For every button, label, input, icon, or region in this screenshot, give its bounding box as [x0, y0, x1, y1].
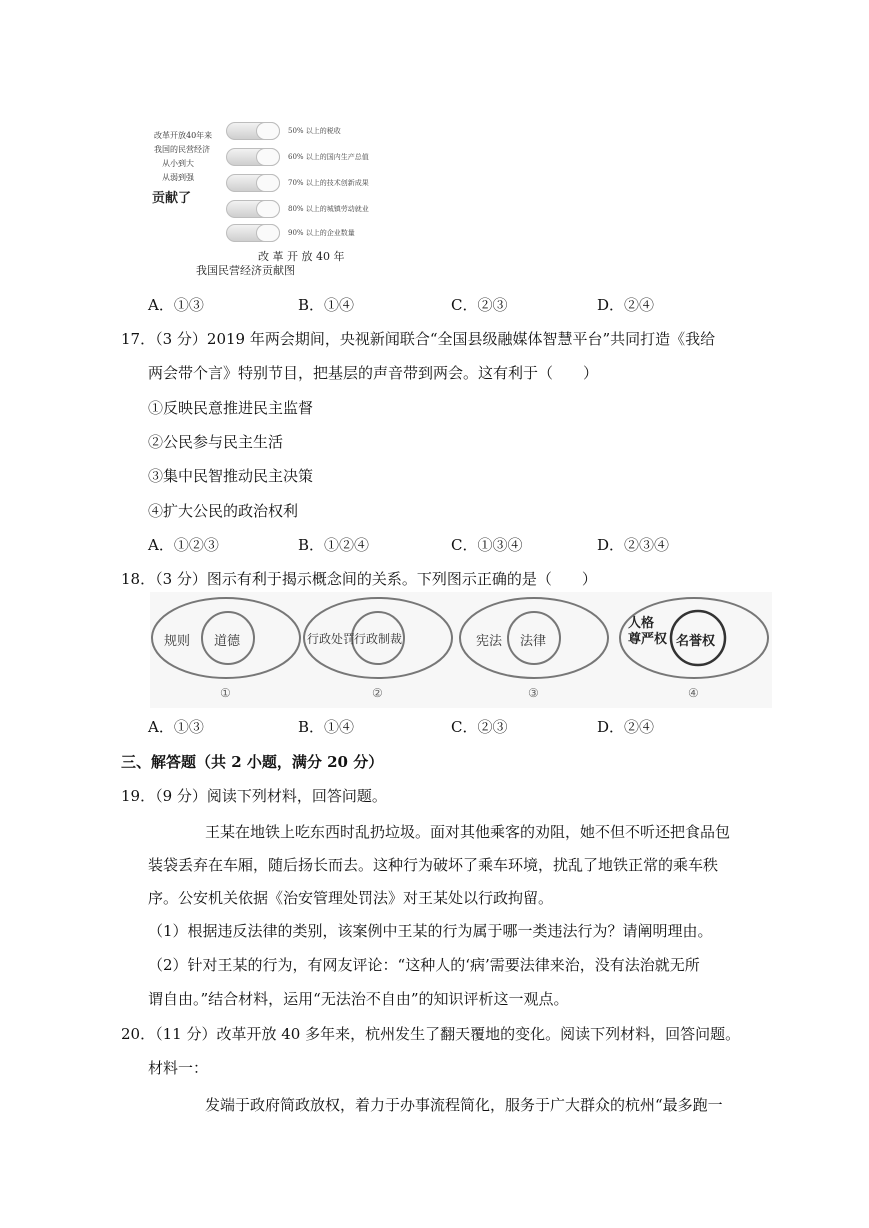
inner-label: 法律 — [520, 634, 547, 649]
option-a[interactable]: A．①②③ — [148, 536, 219, 554]
q16-figure — [148, 112, 418, 280]
stat-label: 80% 以上的城镇劳动就业 — [288, 205, 369, 213]
outer-label: 行政处罚 — [307, 632, 356, 646]
q19-material-line: 装袋丢弃在车厢，随后扬长而去。这种行为破坏了乘车环境，扰乱了地铁正常的乘车秩 — [148, 856, 719, 874]
stat-label: 90% 以上的企业数量 — [288, 229, 355, 237]
stat-bar — [226, 200, 280, 218]
option-c[interactable]: C．①③④ — [451, 536, 523, 554]
q17-stem-cont: 两会带个言》特别节目，把基层的声音带到两会。这有利于（ ） — [148, 364, 599, 382]
figure-left-emphasis: 贡献了 — [152, 191, 192, 206]
figure-left-line: 改革开放40年来 — [154, 131, 213, 140]
q17-item: ④扩大公民的政治权利 — [148, 502, 299, 520]
diagram-number: ④ — [688, 686, 699, 700]
q19-material-line: 序。公安机关依据《治安管理处罚法》对王某处以行政拘留。 — [148, 889, 554, 907]
figure-left-line: 从弱到强 — [162, 173, 194, 182]
option-b[interactable]: B．①④ — [298, 296, 355, 314]
q17-item: ①反映民意推进民主监督 — [148, 399, 314, 417]
diagram-number: ③ — [528, 686, 539, 700]
stat-label: 70% 以上的技术创新成果 — [288, 179, 369, 187]
q17-item: ②公民参与民主生活 — [148, 433, 284, 451]
option-a[interactable]: A．①③ — [148, 718, 204, 736]
option-b[interactable]: B．①④ — [298, 718, 355, 736]
figure-left-line: 从小到大 — [162, 159, 194, 168]
figure-caption: 改 革 开 放 40 年 — [258, 250, 345, 263]
q20-stem: 20．（11 分）改革开放 40 多年来，杭州发生了翻天覆地的变化。阅读下列材料，回答问题。 — [121, 1025, 741, 1043]
section-heading: 三、解答题（共 2 小题，满分 20 分） — [121, 753, 384, 771]
inner-label: 名誉权 — [676, 634, 716, 649]
outer-label: 人格 尊严权 — [628, 616, 668, 647]
option-a[interactable]: A．①③ — [148, 296, 204, 314]
q18-stem: 18．（3 分）图示有利于揭示概念间的关系。下列图示正确的是（ ） — [121, 570, 597, 588]
option-d[interactable]: D．②③④ — [597, 536, 670, 554]
q19-subquestion-2: （2）针对王某的行为，有网友评论：“这种人的‘病’需要法律来治，没有法治就无所 — [148, 956, 700, 974]
option-c[interactable]: C．②③ — [451, 718, 508, 736]
stat-bar — [226, 174, 280, 192]
figure-left-line: 我国的民营经济 — [154, 145, 210, 154]
q20-material-text: 发端于政府简政放权，着力于办事流程简化，服务于广大群众的杭州“最多跑一 — [205, 1096, 723, 1114]
q19-stem: 19．（9 分）阅读下列材料，回答问题。 — [121, 787, 387, 805]
diagram-number: ① — [220, 686, 231, 700]
outer-label: 宪法 — [476, 634, 503, 649]
inner-label: 行政制裁 — [354, 632, 403, 646]
option-c[interactable]: C．②③ — [451, 296, 508, 314]
option-d[interactable]: D．②④ — [597, 296, 655, 314]
stat-label: 50% 以上的税收 — [288, 127, 341, 135]
q18-diagrams — [150, 592, 772, 708]
q17-stem: 17．（3 分）2019 年两会期间，央视新闻联合“全国县级融媒体智慧平台”共同打造《我给 — [121, 330, 716, 348]
q19-material-line: 王某在地铁上吃东西时乱扔垃圾。面对其他乘客的劝阻，她不但不听还把食品包 — [205, 823, 731, 841]
stat-label: 60% 以上的国内生产总值 — [288, 153, 369, 161]
outer-label: 规则 — [164, 634, 191, 649]
inner-label: 道德 — [214, 634, 241, 649]
figure-caption: 我国民营经济贡献图 — [196, 264, 295, 277]
stat-bar — [226, 122, 280, 140]
option-b[interactable]: B．①②④ — [298, 536, 370, 554]
stat-bar — [226, 224, 280, 242]
stat-bar — [226, 148, 280, 166]
q17-item: ③集中民智推动民主决策 — [148, 467, 314, 485]
q19-subquestion-2-cont: 谓自由。”结合材料，运用“无法治不自由”的知识评析这一观点。 — [148, 990, 569, 1008]
q19-subquestion-1: （1）根据违反法律的类别，该案例中王某的行为属于哪一类违法行为？请阐明理由。 — [148, 922, 713, 940]
venn-diagrams-svg — [150, 592, 772, 708]
q20-material-label: 材料一： — [148, 1059, 209, 1077]
option-d[interactable]: D．②④ — [597, 718, 655, 736]
diagram-number: ② — [372, 686, 383, 700]
